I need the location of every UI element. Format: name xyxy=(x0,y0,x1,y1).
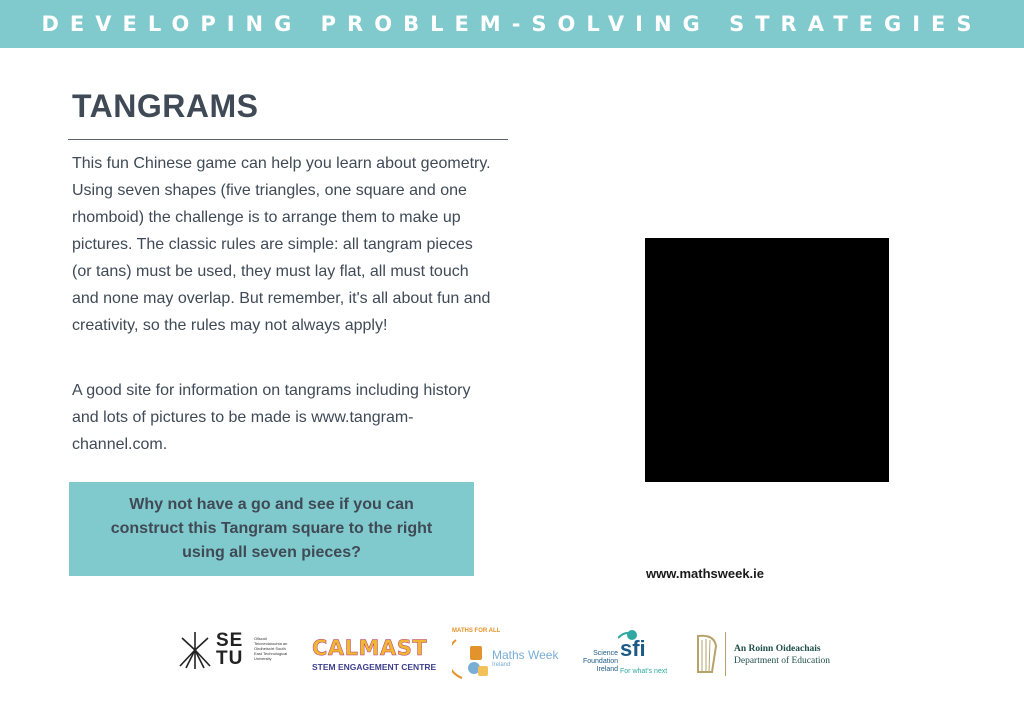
maths-week-title: Maths Week xyxy=(492,648,559,662)
setu-wordmark: SE TU xyxy=(216,630,244,669)
calmast-wordmark: CALMAST xyxy=(312,636,428,660)
banner-title: DEVELOPING PROBLEM-SOLVING STRATEGIES xyxy=(41,12,983,36)
maths-week-subtitle: Ireland xyxy=(492,662,511,668)
intro-paragraph: This fun Chinese game can help you learn about geometry. Using seven shapes (five triangles, one square and one rhomboid) the challenge is to arrange them to make up pictures. The classic rules are simple: all tangram pieces (or tans) must be used, they must lay flat, all must touch and none may overlap. But remember, it's all about fun and creativity, so the rules may not always apply! xyxy=(72,155,491,334)
resource-paragraph: A good site for information on tangrams including history and lots of pictures to be made is www.tangram-channel.com. xyxy=(72,382,471,453)
maths-week-logo xyxy=(452,628,562,686)
department-name-english: Department of Education xyxy=(734,656,831,666)
callout-text: Why not have a go and see if you can construct this Tangram square to the right using all seven pieces? xyxy=(110,496,433,561)
department-divider xyxy=(725,632,726,676)
calmast-logo xyxy=(312,628,437,676)
page-title: TANGRAMS xyxy=(72,88,259,124)
setu-logo xyxy=(178,628,288,678)
sfi-name: Science Foundation Ireland xyxy=(582,650,618,673)
department-name-irish: An Roinn Oideachais xyxy=(734,644,821,654)
sfi-tagline: For what's next xyxy=(620,668,668,675)
sfi-logo xyxy=(578,628,674,680)
department-of-education-logo xyxy=(692,628,852,680)
sfi-wordmark: sfi xyxy=(620,636,646,661)
challenge-callout xyxy=(69,482,474,576)
maths-week-mascot-icon xyxy=(452,628,492,686)
maths-week-arc-text: MATHS FOR ALL xyxy=(452,628,501,634)
tangram-square-image xyxy=(645,238,889,482)
setu-caption: Ollscoil Teicneolaíochta an Oirdheiscirt South East Technological University xyxy=(254,636,288,661)
title-divider xyxy=(68,139,508,140)
harp-icon xyxy=(692,632,720,676)
website-link[interactable]: www.mathsweek.ie xyxy=(646,566,765,581)
header-banner xyxy=(0,0,1024,48)
calmast-subtitle: STEM ENGAGEMENT CENTRE xyxy=(312,662,437,672)
setu-starburst-icon xyxy=(178,628,212,670)
